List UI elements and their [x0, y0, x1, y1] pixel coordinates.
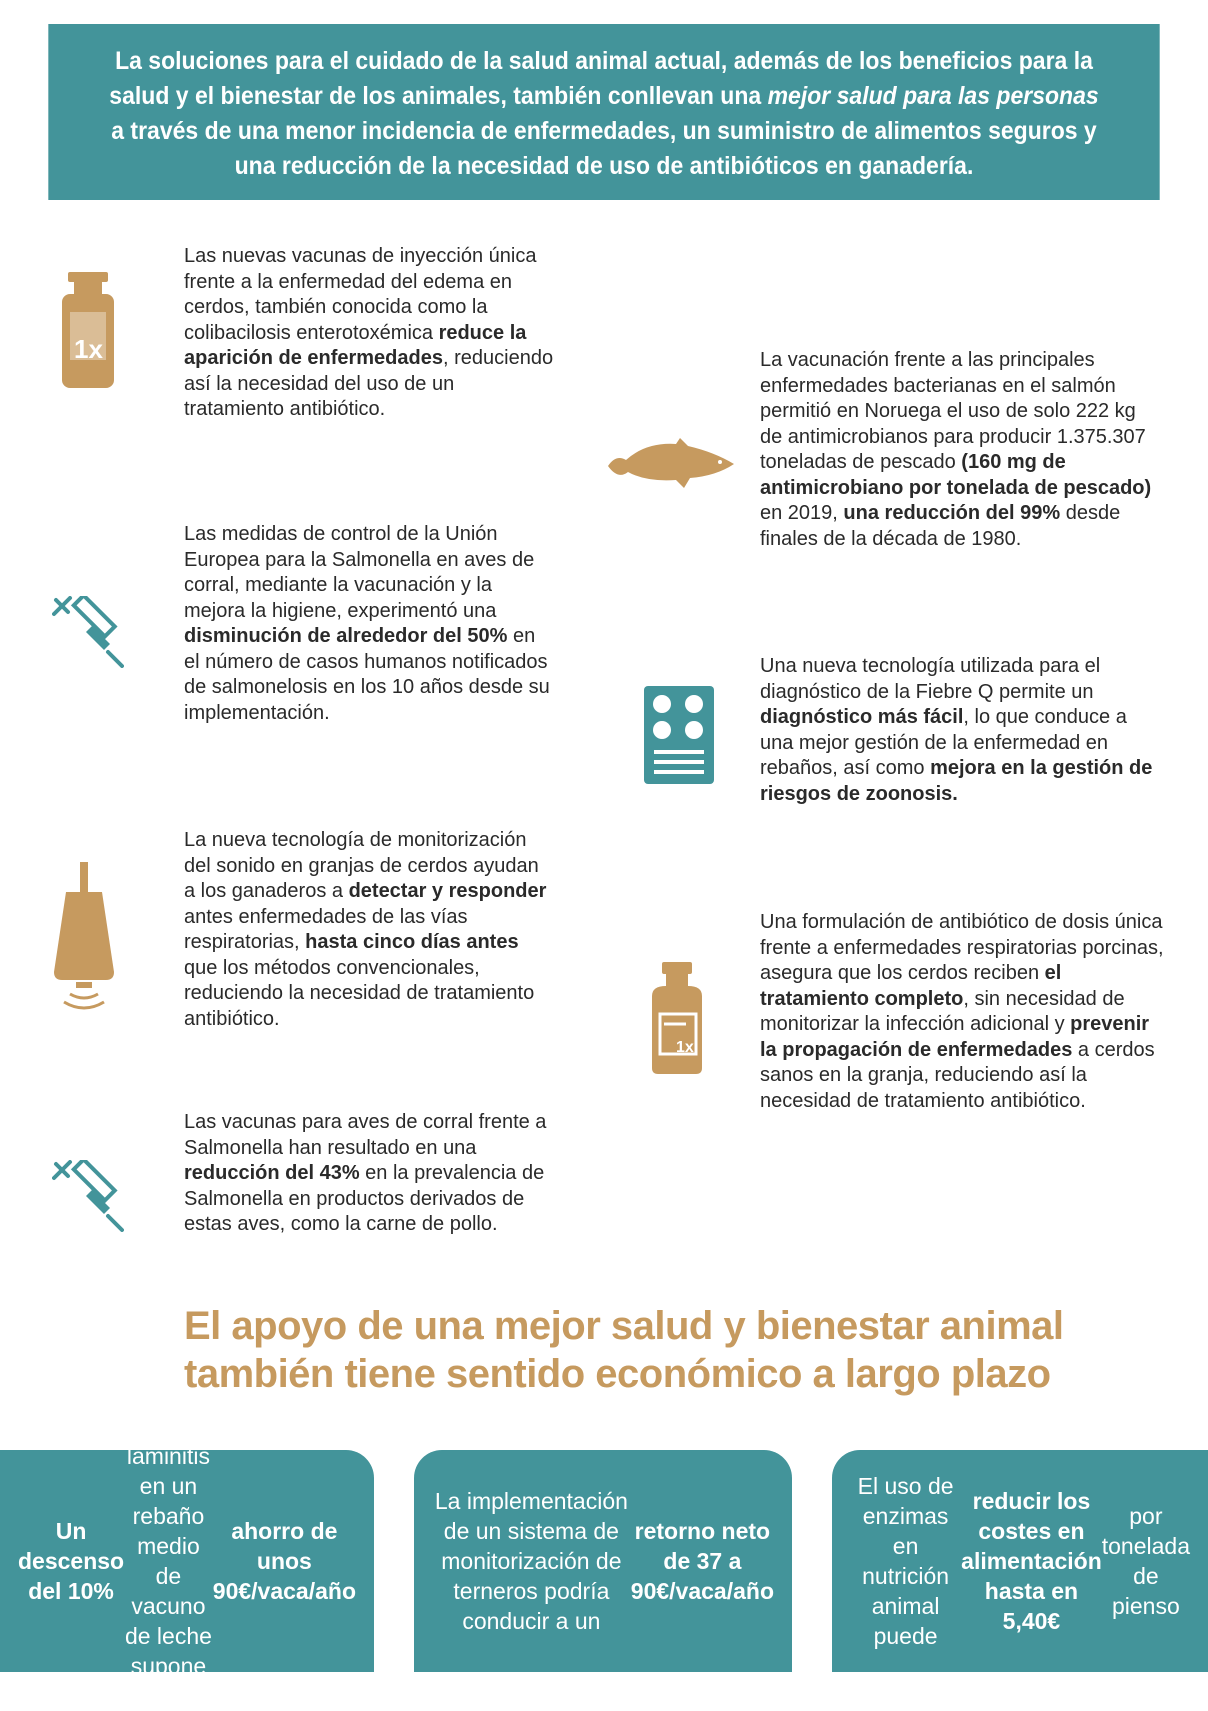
- bold-text: una reducción del 99%: [843, 502, 1061, 524]
- stat-box-enzymes: [832, 1450, 1208, 1672]
- body-text: en el número de casos humanos notificados de salmonelosis en los 10 años desde su implementación.: [184, 625, 550, 724]
- stat-box-laminitis: [0, 1413, 374, 1709]
- body-text: La vacunación frente a las principales enfermedades bacterianas en el salmón permitió en Noruega el uso de solo 222 kg de antimicrobianos para producir 1.375.307 toneladas de pescado: [760, 349, 1146, 473]
- bold-text: diagnóstico más fácil: [760, 706, 964, 728]
- right-item-antibiotic-dose: [760, 910, 1170, 1114]
- bold-text: prevenir la propagación de enfermedades: [760, 1013, 1150, 1061]
- bold-text: hasta cinco días antes: [305, 931, 519, 953]
- banner-highlight: mejor salud para las personas: [767, 82, 1099, 110]
- left-item-edema-vaccine: [184, 244, 554, 423]
- right-item-salmon-vaccine: [760, 348, 1160, 552]
- bold-text: mejora en la gestión de riesgos de zoonosis.: [760, 757, 1153, 805]
- left-item-poultry-vaccine: [184, 1110, 554, 1238]
- heading-line-2: también tiene sentido económico a largo plazo: [184, 1352, 1051, 1396]
- body-text: por tonelada de pienso: [1101, 1503, 1190, 1619]
- bold-text: reducir los costes en alimentación hasta en 5,40€: [961, 1488, 1102, 1634]
- svg-text:1x: 1x: [676, 1039, 694, 1056]
- banner-text-2: a través de una menor incidencia de enfermedades, un suministro de alimentos seguros y una reducción de la necesidad de uso de antibióticos en ganadería.: [111, 117, 1097, 180]
- body-text: , reduciendo así la necesidad del uso de un tratamiento antibiótico.: [184, 347, 554, 420]
- bold-text: el tratamiento completo: [760, 962, 1062, 1010]
- bold-text: disminución de alrededor del 50%: [184, 625, 508, 647]
- body-text: La nueva tecnología de monitorización del sonido en granjas de cerdos ayudan a los ganaderos a: [184, 829, 539, 902]
- body-text: que los métodos convencionales, reduciendo la necesidad de tratamiento antibiótico.: [184, 956, 535, 1030]
- bold-text: ahorro de unos 90€/vaca/año: [212, 1518, 356, 1604]
- body-text: en 2019,: [760, 502, 844, 524]
- bold-text: retorno neto de 37 a 90€/vaca/año: [630, 1518, 774, 1604]
- vial-1x-icon: [60, 272, 116, 388]
- bold-text: reducción del 43%: [184, 1162, 360, 1184]
- body-text: El uso de enzimas en nutrición animal puede: [857, 1473, 954, 1649]
- banner-text-1: La soluciones para el cuidado de la salud animal actual, además de los beneficios para la salud y el bienestar de los animales, también conllevan una: [109, 47, 1093, 110]
- left-item-salmonella-eu: [184, 522, 554, 726]
- bold-text: detectar y responder: [348, 880, 547, 902]
- body-text: , lo que conduce a una mejor gestión de la enfermedad en rebaños, así como: [760, 706, 1127, 779]
- diagnostic-test-icon: [644, 686, 714, 784]
- body-text: en laminitis en un rebaño medio de vacuno de leche supone un: [124, 1413, 212, 1709]
- bottle-1x-icon: [646, 962, 708, 1074]
- stat-box-calf-monitoring: [414, 1450, 792, 1672]
- syringe-icon: [52, 596, 124, 668]
- economic-heading: [184, 1302, 1064, 1398]
- heading-line-1: El apoyo de una mejor salud y bienestar animal: [184, 1304, 1064, 1348]
- bold-text: (160 mg de antimicrobiano por tonelada de pescado): [760, 451, 1152, 499]
- body-text: a cerdos sanos en la granja, reduciendo así la necesidad de tratamiento antibiótico.: [760, 1038, 1155, 1112]
- bold-text: reduce la aparición de enfermedades: [184, 321, 527, 369]
- body-text: Las nuevas vacunas de inyección única frente a la enfermedad del edema en cerdos, también conocida como la colibacilosis enterotoxémica: [184, 245, 537, 344]
- body-text: antes enfermedades de las vías respiratorias,: [184, 905, 468, 953]
- svg-text:1x: 1x: [74, 334, 103, 364]
- body-text: Una nueva tecnología utilizada para el diagnóstico de la Fiebre Q permite un: [760, 655, 1101, 703]
- intro-banner: [48, 24, 1159, 200]
- body-text: Las vacunas para aves de corral frente a Salmonella han resultado en una: [184, 1111, 547, 1159]
- left-item-sound-monitoring: [184, 828, 554, 1032]
- right-item-q-fever: [760, 654, 1160, 807]
- body-text: , sin necesidad de monitorizar la infección adicional y: [760, 987, 1125, 1035]
- body-text: en la prevalencia de Salmonella en productos derivados de estas aves, como la carne de pollo.: [184, 1162, 545, 1235]
- body-text: La implementación de un sistema de monitorización de terneros podría conducir a un: [434, 1488, 628, 1634]
- syringe-icon: [52, 1160, 124, 1232]
- fish-icon: [606, 436, 736, 496]
- body-text: Las medidas de control de la Unión Europea para la Salmonella en aves de corral, mediante la vacunación y la mejora la higiene, experimentó una: [184, 523, 535, 622]
- sound-monitor-icon: [52, 862, 116, 1012]
- body-text: desde finales de la década de 1980.: [760, 502, 1121, 550]
- body-text: Una formulación de antibiótico de dosis única frente a enfermedades respiratorias porcinas, asegura que los cerdos reciben: [760, 911, 1164, 984]
- bold-text: Un descenso del 10%: [18, 1518, 125, 1604]
